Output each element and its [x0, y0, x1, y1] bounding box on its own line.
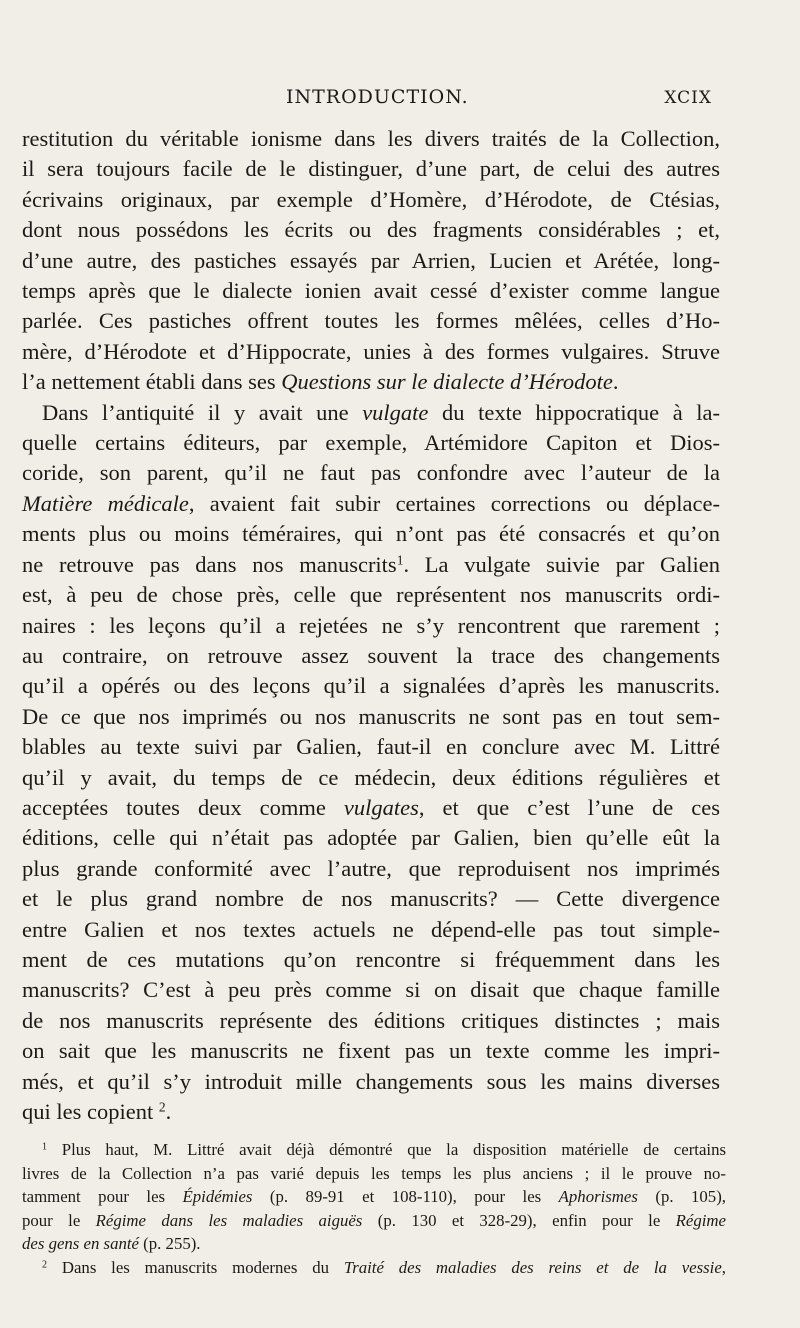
text-line: et le plus grand nombre de nos manuscrits? — Cette divergence	[22, 886, 720, 912]
footnote-line: pour le Régime dans les maladies aiguës (p. 130 et 328-29), enfin pour le Régime	[22, 1210, 726, 1230]
text-line: entre Galien et nos textes actuels ne dépend-elle pas tout simple-	[22, 916, 720, 942]
main-text	[22, 124, 720, 1127]
text-line: mère, d’Hérodote et d’Hippocrate, unies à des formes vulgaires. Struve	[22, 338, 720, 364]
text-line: est, à peu de chose près, celle que représentent nos manuscrits ordi-	[22, 582, 720, 608]
text-line: qui les copient $^2$.	[22, 1099, 172, 1124]
text-line: manuscrits? C’est à peu près comme si on disait que chaque famille	[22, 977, 720, 1003]
text-line: Dans l’antiquité il y avait une vulgate du texte hippocratique à la-	[42, 399, 720, 425]
text-line: de nos manuscrits représente des éditions critiques distinctes ; mais	[22, 1007, 720, 1033]
page-number: XCIX	[664, 88, 712, 108]
text-line: l’a nettement établi dans ses Questions sur le dialecte d’Hérodote.	[22, 369, 619, 395]
footnote-marker-2: 2	[42, 1259, 48, 1271]
text-line: coride, son parent, qu’il ne faut pas confondre avec l’auteur de la	[22, 460, 720, 486]
footnote-line: $^1$ Plus haut, M. Littré avait déjà démontré que la disposition matérielle de certains	[42, 1140, 726, 1159]
text-line: on sait que les manuscrits ne fixent pas un texte comme les impri-	[22, 1038, 720, 1064]
text-line: blables au texte suivi par Galien, faut-il en conclure avec M. Littré	[22, 734, 720, 760]
footnote-marker-1: 1	[42, 1141, 48, 1153]
footnote-ref-1: 1	[396, 552, 404, 568]
footnote-line: des gens en santé (p. 255).	[22, 1234, 201, 1254]
text-line: ne retrouve pas dans nos manuscrits$^1$. La vulgate suivie par Galien	[22, 551, 721, 577]
footnote-line: livres de la Collection n’a pas varié depuis les temps les plus anciens ; il le prouve no-	[22, 1163, 726, 1183]
running-head	[22, 86, 712, 116]
running-title: INTRODUCTION.	[286, 86, 469, 108]
text-line: Matière médicale, avaient fait subir certaines corrections ou déplace-	[22, 490, 720, 516]
text-line: dont nous possédons les écrits ou des fragments considérables ; et,	[22, 217, 720, 243]
italic-term: vulgate	[362, 399, 429, 425]
footnotes	[22, 1138, 726, 1280]
text-line: écrivains originaux, par exemple d’Homère, d’Hérodote, de Ctésias,	[22, 186, 720, 212]
footnote-line: $^2$ Dans les manuscrits modernes du Traité des maladies des reins et de la vessie,	[42, 1257, 726, 1277]
text-line: restitution du véritable ionisme dans les divers traités de la Collection,	[22, 126, 720, 151]
text-line: ment de ces mutations qu’on rencontre si fréquemment dans les	[22, 946, 720, 972]
text-line: més, et qu’il s’y introduit mille changements sous les mains diverses	[22, 1068, 720, 1094]
footnote-ref-2: 2	[158, 1099, 166, 1115]
text-line: De ce que nos imprimés ou nos manuscrits ne sont pas en tout sem-	[22, 703, 720, 729]
italic-title: Questions sur le dialecte d’Hérodote	[281, 369, 613, 395]
text-line: au contraire, on retrouve assez souvent la trace des changements	[22, 642, 720, 668]
text-line: plus grande conformité avec l’autre, que reproduisent nos imprimés	[22, 855, 720, 881]
text-line: il sera toujours facile de le distinguer, d’une part, de celui des autres	[22, 156, 720, 182]
text-line: éditions, celle qui n’était pas adoptée par Galien, bien qu’elle eût la	[22, 825, 720, 851]
footnote-line: tamment pour les Épidémies (p. 89-91 et 108-110), pour les Aphorismes (p. 105),	[22, 1187, 726, 1207]
text-line: temps après que le dialecte ionien avait cessé d’exister comme langue	[22, 278, 720, 304]
text-line: qu’il y avait, du temps de ce médecin, deux éditions régulières et	[22, 764, 720, 790]
italic-title: Matière médicale	[22, 490, 189, 516]
text-line: d’une autre, des pastiches essayés par Arrien, Lucien et Arétée, long-	[22, 247, 720, 273]
italic-term: vulgates	[343, 794, 419, 820]
text-line: parlée. Ces pastiches offrent toutes les formes mêlées, celles d’Ho-	[22, 308, 720, 334]
text-line: ments plus ou moins téméraires, qui n’ont pas été consacrés et qu’on	[22, 521, 720, 547]
text-line: quelle certains éditeurs, par exemple, Artémidore Capiton et Dios-	[22, 430, 720, 456]
text-line: acceptées toutes deux comme vulgates, et que c’est l’une de ces	[22, 794, 720, 820]
text-line: qu’il a opérés ou des leçons qu’il a signalées d’après les manuscrits.	[22, 673, 720, 699]
text-line: naires : les leçons qu’il a rejetées ne s’y rencontrent que rarement ;	[22, 612, 720, 638]
